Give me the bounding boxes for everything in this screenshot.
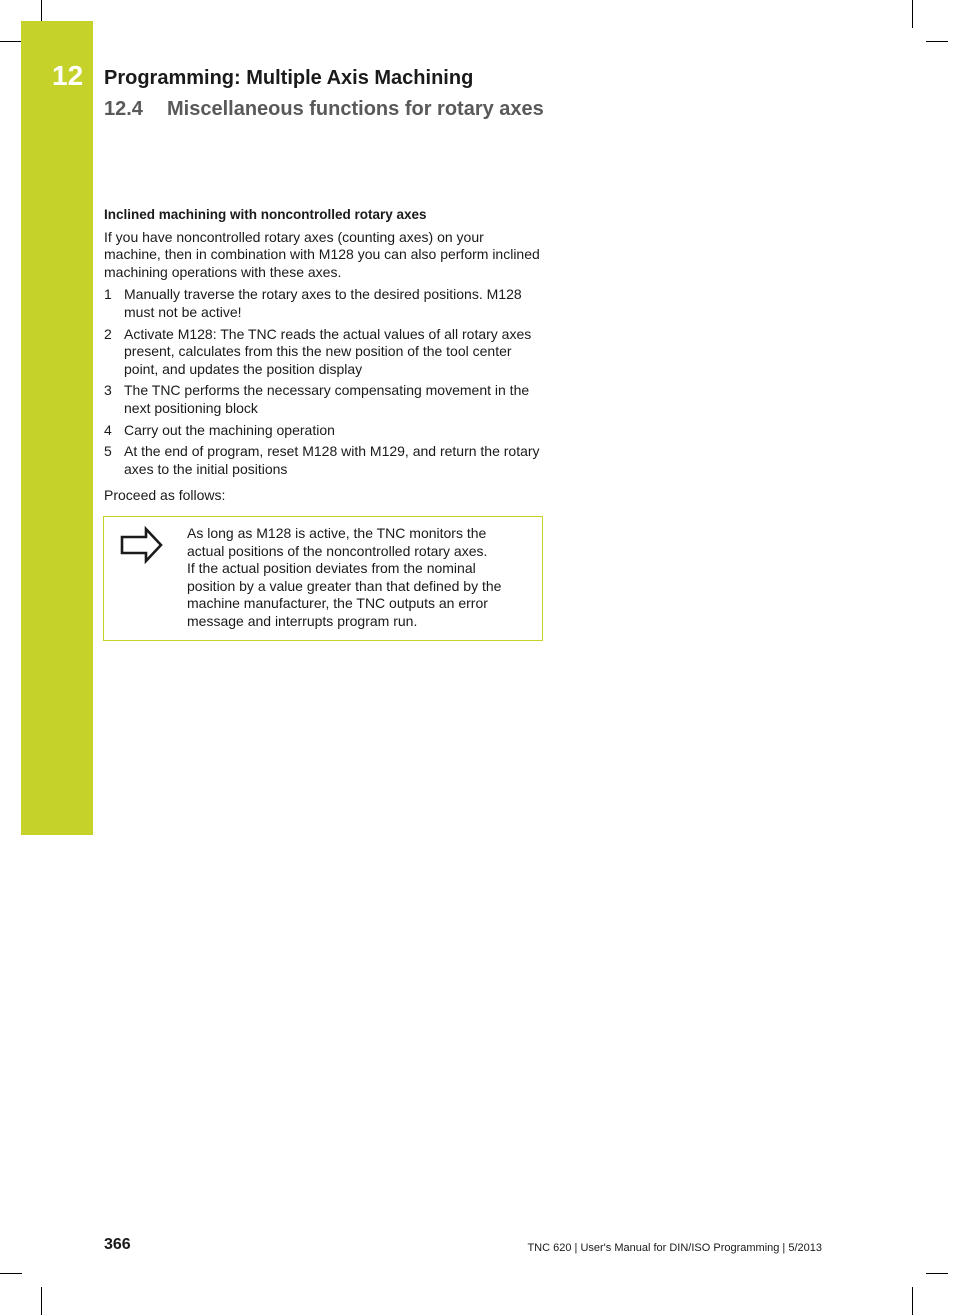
step-number: 1 xyxy=(104,286,112,303)
arrow-right-outline-icon xyxy=(120,525,164,565)
crop-mark xyxy=(41,1287,42,1315)
note-line: If the actual position deviates from the nominal position by a value greater than that defined by the machine manufacturer, the TNC outputs an error message and interrupts program run. xyxy=(187,560,502,629)
crop-mark xyxy=(912,0,913,28)
list-item xyxy=(104,286,544,321)
step-text: Activate M128: The TNC reads the actual values of all rotary axes present, calculates from this the new position of the tool center point, and updates the position display xyxy=(124,325,532,377)
list-item xyxy=(104,326,544,379)
section-title: Miscellaneous functions for rotary axes xyxy=(167,98,544,120)
step-text: Manually traverse the rotary axes to the desired positions. M128 must not be active! xyxy=(124,286,522,320)
note-line: As long as M128 is active, the TNC monitors the actual positions of the noncontrolled rotary axes. xyxy=(187,525,488,559)
subheading: Inclined machining with noncontrolled rotary axes xyxy=(104,207,427,222)
step-text: At the end of program, reset M128 with M129, and return the rotary axes to the initial positions xyxy=(124,443,540,477)
crop-mark xyxy=(0,41,22,42)
step-text: Carry out the machining operation xyxy=(124,421,335,438)
section-number: 12.4 xyxy=(104,98,143,120)
chapter-number: 12 xyxy=(52,60,84,91)
crop-mark xyxy=(0,1273,22,1274)
steps-list xyxy=(104,286,544,478)
intro-paragraph: If you have noncontrolled rotary axes (counting axes) on your machine, then in combination with M128 you can also perform inclined machining operations with these axes. xyxy=(104,228,540,280)
note-box xyxy=(103,516,543,641)
crop-mark xyxy=(926,41,948,42)
crop-mark xyxy=(912,1287,913,1315)
list-item xyxy=(104,382,544,417)
main-content xyxy=(104,206,544,505)
step-number: 3 xyxy=(104,382,112,399)
section-heading xyxy=(104,98,544,121)
list-item xyxy=(104,443,544,478)
step-number: 2 xyxy=(104,325,112,342)
note-text xyxy=(187,525,527,631)
crop-mark xyxy=(926,1273,948,1274)
footer-text: TNC 620 | User's Manual for DIN/ISO Programming | 5/2013 xyxy=(527,1242,822,1254)
page-number: 366 xyxy=(104,1236,131,1253)
step-number: 4 xyxy=(104,421,112,438)
proceed-text: Proceed as follows: xyxy=(104,487,226,504)
step-number: 5 xyxy=(104,443,112,460)
chapter-side-band xyxy=(21,21,93,835)
step-text: The TNC performs the necessary compensating movement in the next positioning block xyxy=(124,382,530,416)
list-item xyxy=(104,422,544,440)
chapter-title: Programming: Multiple Axis Machining xyxy=(104,67,474,89)
